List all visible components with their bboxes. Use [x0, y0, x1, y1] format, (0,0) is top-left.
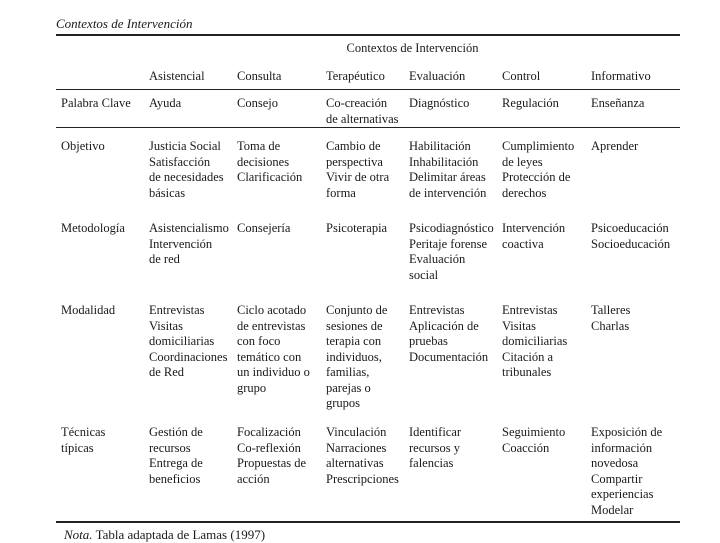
cell-line: beneficios [149, 471, 201, 486]
cell-line: Satisfacción [149, 154, 211, 169]
table-cell [149, 425, 203, 487]
cell-line: Entrega de [149, 456, 203, 470]
cell-line: un individuo o [237, 365, 310, 379]
header-rule [56, 89, 680, 90]
table-cell [326, 425, 399, 487]
cell-line: terapia con [326, 334, 382, 348]
cell-line: Visitas [149, 318, 183, 333]
table-cell [149, 139, 224, 201]
cell-line: Entrevistas [149, 303, 205, 317]
row-label [61, 221, 125, 237]
cell-line: Modalidad [61, 303, 116, 317]
cell-line: alternativas [326, 456, 384, 470]
cell-line: de leyes [502, 154, 543, 169]
table-cell [591, 221, 670, 252]
cell-line: Propuestas de [237, 456, 307, 470]
cell-line: Vivir de otra [326, 170, 390, 184]
document-title: Contextos de Intervención [56, 16, 193, 31]
cell-line: Entrevistas [502, 303, 558, 317]
cell-line: Conjunto de [326, 303, 388, 317]
cell-line: Ciclo acotado [237, 303, 307, 317]
cell-line: decisiones [237, 154, 290, 169]
cell-line: social [409, 267, 439, 282]
keyword-row-rule [56, 127, 680, 128]
cell-line: Co-creación [326, 96, 388, 110]
cell-line: Entrevistas [409, 303, 465, 317]
bottom-rule [56, 521, 680, 523]
cell-line: Co-reflexión [237, 440, 301, 455]
cell-line: Coordinaciones [149, 349, 228, 364]
cell-line: Gestión de [149, 425, 203, 439]
row-label [61, 425, 105, 456]
note-text: Tabla adaptada de Lamas (1997) [95, 527, 266, 542]
cell-line: Cumplimiento [502, 139, 575, 153]
table-cell [502, 303, 567, 381]
cell-line: grupos [326, 396, 361, 410]
cell-line: Prescripciones [326, 471, 399, 486]
note-label: Nota. [64, 527, 93, 542]
column-header: Evaluación [409, 69, 466, 83]
cell-line: típicas [61, 440, 94, 455]
table-super-header: Contextos de Intervención [346, 41, 479, 55]
cell-line: Consejería [237, 221, 291, 235]
cell-line: información [591, 440, 653, 455]
cell-line: Vinculación [326, 425, 387, 439]
table-cell [409, 221, 494, 283]
cell-line: forma [326, 185, 356, 200]
cell-line: Psicoeducación [591, 221, 669, 235]
cell-line: familias, [326, 365, 370, 379]
table-cell [502, 425, 565, 456]
cell-line: Citación a [502, 349, 554, 364]
table-cell [502, 139, 574, 201]
cell-line: Compartir [591, 471, 643, 486]
cell-line: de Red [149, 365, 185, 379]
row-label [61, 96, 131, 112]
cell-line: Clarificación [237, 170, 303, 184]
cell-line: Metodología [61, 221, 125, 235]
cell-line: Aprender [591, 139, 639, 153]
table-cell [591, 425, 662, 518]
cell-line: Modelar [591, 502, 634, 517]
cell-line: de intervención [409, 185, 487, 200]
cell-line: individuos, [326, 349, 382, 364]
cell-line: con foco [237, 334, 281, 348]
table-cell [409, 303, 488, 365]
cell-line: falencias [409, 456, 454, 470]
table-cell [149, 221, 229, 268]
cell-line: básicas [149, 185, 186, 200]
table-cell [149, 303, 227, 381]
cell-line: Psicoterapia [326, 221, 388, 235]
cell-line: domiciliarias [149, 334, 215, 348]
cell-line: pruebas [409, 334, 448, 348]
cell-line: sesiones de [326, 318, 383, 333]
table-cell [409, 139, 486, 201]
cell-line: Socioeducación [591, 236, 671, 251]
cell-line: parejas o [326, 380, 371, 395]
table-cell [502, 96, 559, 112]
table-cell [591, 303, 630, 334]
cell-line: coactiva [502, 236, 544, 251]
table-cell [409, 425, 461, 472]
cell-line: Asistencialismo [149, 221, 229, 235]
cell-line: grupo [237, 380, 267, 395]
cell-line: Regulación [502, 96, 559, 110]
cell-line: Inhabilitación [409, 154, 479, 169]
table-cell [326, 303, 387, 412]
cell-line: de red [149, 252, 180, 266]
cell-line: Documentación [409, 349, 489, 364]
cell-line: recursos [149, 440, 191, 455]
cell-line: perspectiva [326, 154, 383, 169]
cell-line: derechos [502, 185, 547, 200]
cell-line: Charlas [591, 318, 630, 333]
column-header: Consulta [237, 69, 282, 83]
cell-line: Ayuda [149, 96, 182, 110]
cell-line: Consejo [237, 96, 278, 110]
cell-line: Palabra Clave [61, 96, 131, 110]
table-note [64, 527, 265, 543]
table-cell [326, 96, 399, 127]
cell-line: experiencias [591, 487, 654, 501]
table-cell [237, 221, 290, 237]
table-cell [237, 425, 306, 487]
table-cell [149, 96, 181, 112]
cell-line: Evaluación [409, 252, 466, 266]
table-cell [237, 139, 302, 186]
cell-line: Aplicación de [409, 318, 479, 333]
cell-line: Delimitar áreas [409, 170, 486, 184]
cell-line: de entrevistas [237, 318, 306, 333]
cell-line: de necesidades [149, 170, 224, 184]
cell-line: Objetivo [61, 139, 105, 153]
cell-line: domiciliarias [502, 334, 568, 348]
cell-line: Protección de [502, 170, 571, 184]
table-cell [237, 303, 310, 396]
cell-line: de alternativas [326, 111, 399, 126]
cell-line: recursos y [409, 440, 461, 455]
cell-line: temático con [237, 349, 302, 364]
table-cell [409, 96, 469, 112]
table-cell [591, 96, 644, 112]
cell-line: Técnicas [61, 425, 106, 439]
row-label [61, 303, 115, 319]
column-header: Control [502, 69, 541, 83]
column-header: Informativo [591, 69, 651, 83]
table-cell [326, 139, 389, 201]
cell-line: Diagnóstico [409, 96, 470, 110]
cell-line: Focalización [237, 425, 301, 439]
table-cell [502, 221, 565, 252]
cell-line: tribunales [502, 365, 552, 379]
cell-line: Intervención [502, 221, 566, 235]
cell-line: Enseñanza [591, 96, 645, 110]
table-cell [326, 221, 387, 237]
cell-line: Psicodiagnóstico [409, 221, 494, 235]
cell-line: acción [237, 471, 270, 486]
row-label [61, 139, 105, 155]
cell-line: novedosa [591, 456, 639, 470]
table-cell [591, 139, 638, 155]
cell-line: Cambio de [326, 139, 381, 153]
cell-line: Identificar [409, 425, 462, 439]
cell-line: Justicia Social [149, 139, 221, 153]
cell-line: Visitas [502, 318, 536, 333]
column-header: Terapéutico [326, 69, 385, 83]
cell-line: Toma de [237, 139, 281, 153]
top-rule [56, 34, 680, 36]
cell-line: Exposición de [591, 425, 663, 439]
column-header: Asistencial [149, 69, 205, 83]
table-cell [237, 96, 278, 112]
cell-line: Intervención [149, 236, 213, 251]
cell-line: Coacción [502, 440, 550, 455]
cell-line: Narraciones [326, 440, 387, 455]
cell-line: Seguimiento [502, 425, 566, 439]
cell-line: Habilitación [409, 139, 471, 153]
cell-line: Talleres [591, 303, 631, 317]
cell-line: Peritaje forense [409, 236, 488, 251]
